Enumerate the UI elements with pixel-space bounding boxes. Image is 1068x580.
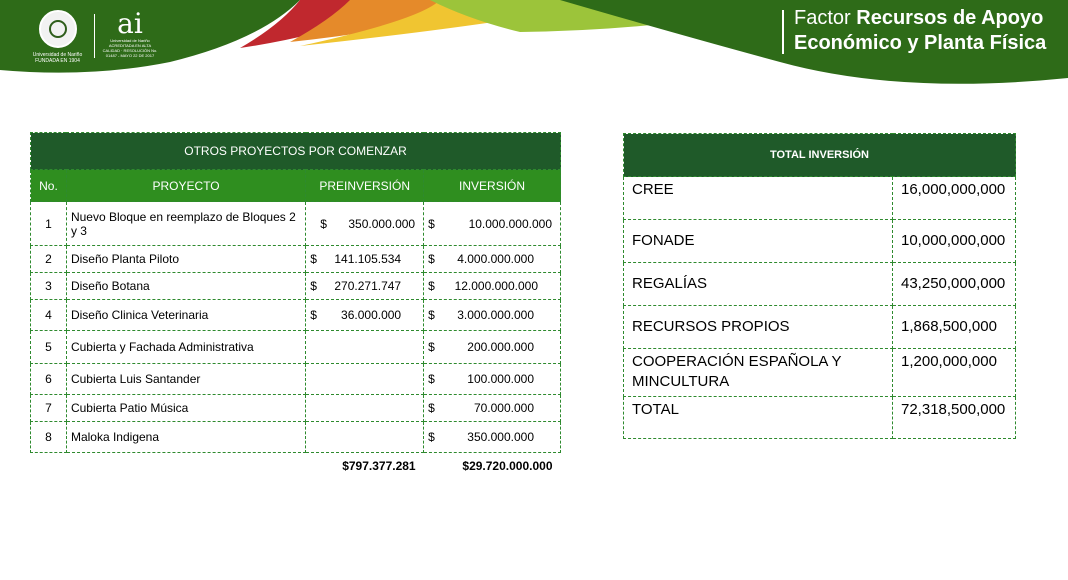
- table-row: [624, 397, 1016, 439]
- amount: 36.000.000: [341, 308, 402, 322]
- accreditation-logo-mark: ai: [117, 7, 143, 40]
- amount: 4.000.000.000: [457, 252, 534, 266]
- source-label: RECURSOS PROPIOS: [624, 306, 893, 349]
- amount: 200.000.000: [467, 340, 534, 354]
- row-project: Diseño Clinica Veterinaria: [66, 300, 305, 331]
- row-number: 7: [31, 395, 67, 422]
- projects-table-title-row: [31, 133, 561, 170]
- investment-table-title: TOTAL INVERSIÓN: [624, 134, 1016, 177]
- table-row: [31, 422, 561, 453]
- amount: 350.000.000: [348, 216, 416, 231]
- accreditation-logo: [100, 7, 160, 60]
- row-inversion: [424, 331, 561, 364]
- university-seal-icon: [39, 10, 77, 48]
- amount: 350.000.000: [467, 430, 534, 444]
- row-preinversion: [306, 300, 424, 331]
- row-inversion: [424, 202, 561, 246]
- source-label: REGALÍAS: [624, 263, 893, 306]
- accreditation-logo-small-text: ACREDITADA EN ALTA CALIDAD · RESOLUCIÓN No. 01487 - MAYO 22 DE 2017: [102, 43, 158, 58]
- row-project: Diseño Planta Piloto: [66, 246, 305, 273]
- row-project: Cubierta Patio Música: [66, 395, 305, 422]
- currency-symbol: $: [428, 401, 435, 415]
- source-value: 16,000,000,000: [893, 177, 1016, 220]
- table-row: [31, 300, 561, 331]
- column-header-inversion: INVERSIÓN: [424, 170, 561, 202]
- table-row: [31, 364, 561, 395]
- table-row: [624, 263, 1016, 306]
- row-project: Maloka Indigena: [66, 422, 305, 453]
- row-project: Cubierta y Fachada Administrativa: [66, 331, 305, 364]
- table-row: [624, 177, 1016, 220]
- title-divider: [782, 10, 784, 54]
- total-spacer: [31, 453, 306, 480]
- currency-symbol: $: [310, 252, 317, 266]
- row-preinversion: [306, 273, 424, 300]
- amount: 270.271.747: [334, 279, 402, 293]
- row-number: 6: [31, 364, 67, 395]
- projects-table-header: [31, 170, 561, 202]
- source-label: CREE: [624, 177, 893, 220]
- row-inversion: [424, 364, 561, 395]
- source-label: FONADE: [624, 220, 893, 263]
- source-value: 1,200,000,000: [893, 349, 1016, 397]
- row-inversion: [424, 422, 561, 453]
- table-row: [31, 395, 561, 422]
- university-logo: [30, 10, 85, 64]
- row-number: 8: [31, 422, 67, 453]
- row-number: 1: [31, 202, 67, 246]
- amount: 3.000.000.000: [457, 308, 534, 322]
- row-number: 3: [31, 273, 67, 300]
- total-inversion: $29.720.000.000: [462, 459, 553, 473]
- page-title-line2: [794, 31, 1046, 56]
- source-value: 10,000,000,000: [893, 220, 1016, 263]
- table-row: [31, 331, 561, 364]
- row-preinversion: [306, 395, 424, 422]
- table-row: [624, 349, 1016, 397]
- currency-symbol: $: [310, 279, 317, 293]
- row-preinversion: [306, 246, 424, 273]
- row-number: 4: [31, 300, 67, 331]
- projects-total-row: [31, 453, 561, 480]
- row-preinversion: [306, 364, 424, 395]
- table-row: [31, 202, 561, 246]
- row-inversion: [424, 395, 561, 422]
- row-number: 2: [31, 246, 67, 273]
- currency-symbol: $: [428, 252, 435, 266]
- page-title-line1: [794, 6, 1046, 31]
- row-inversion: [424, 246, 561, 273]
- table-row: [624, 306, 1016, 349]
- row-inversion: [424, 273, 561, 300]
- source-label: COOPERACIÓN ESPAÑOLA Y MINCULTURA: [624, 349, 893, 397]
- table-row: [624, 220, 1016, 263]
- column-header-project: PROYECTO: [66, 170, 305, 202]
- amount: 10.000.000.000: [468, 216, 552, 231]
- amount: 70.000.000: [473, 401, 534, 415]
- currency-symbol: $: [428, 340, 435, 354]
- source-value: 72,318,500,000: [893, 397, 1016, 439]
- currency-symbol: $: [428, 430, 435, 444]
- page-title: [782, 6, 1046, 56]
- row-preinversion: [306, 422, 424, 453]
- row-project: Cubierta Luis Santander: [66, 364, 305, 395]
- accreditation-logo-caption: Universidad de Nariño: [110, 38, 150, 43]
- amount: 100.000.000: [467, 372, 534, 386]
- amount: 12.000.000.000: [454, 279, 538, 293]
- amount: 141.105.534: [334, 252, 402, 266]
- currency-symbol: $: [320, 216, 327, 231]
- logo-divider: [94, 14, 95, 58]
- currency-symbol: $: [428, 372, 435, 386]
- row-preinversion: [306, 202, 424, 246]
- column-header-no: No.: [31, 170, 67, 202]
- currency-symbol: $: [428, 279, 435, 293]
- university-logo-caption: Universidad de Nariño FUNDADA EN 1904: [32, 52, 83, 64]
- projects-table-title: OTROS PROYECTOS POR COMENZAR: [31, 133, 561, 170]
- title-bold-line1: Recursos de Apoyo: [856, 7, 1044, 29]
- investment-table: [623, 133, 1016, 439]
- investment-table-header: [624, 134, 1016, 177]
- source-label: TOTAL: [624, 397, 893, 439]
- title-prefix: Factor: [794, 7, 851, 29]
- currency-symbol: $: [428, 216, 435, 231]
- projects-table: [30, 132, 561, 479]
- source-value: 1,868,500,000: [893, 306, 1016, 349]
- row-inversion: [424, 300, 561, 331]
- source-value: 43,250,000,000: [893, 263, 1016, 306]
- row-preinversion: [306, 331, 424, 364]
- title-bold-line2: Económico y Planta Física: [794, 32, 1047, 54]
- row-number: 5: [31, 331, 67, 364]
- currency-symbol: $: [428, 308, 435, 322]
- row-project: Nuevo Bloque en reemplazo de Bloques 2 y 3: [66, 202, 305, 246]
- currency-symbol: $: [310, 308, 317, 322]
- total-preinversion: $797.377.281: [342, 459, 416, 473]
- table-row: [31, 273, 561, 300]
- table-row: [31, 246, 561, 273]
- row-project: Diseño Botana: [66, 273, 305, 300]
- column-header-preinversion: PREINVERSIÓN: [306, 170, 424, 202]
